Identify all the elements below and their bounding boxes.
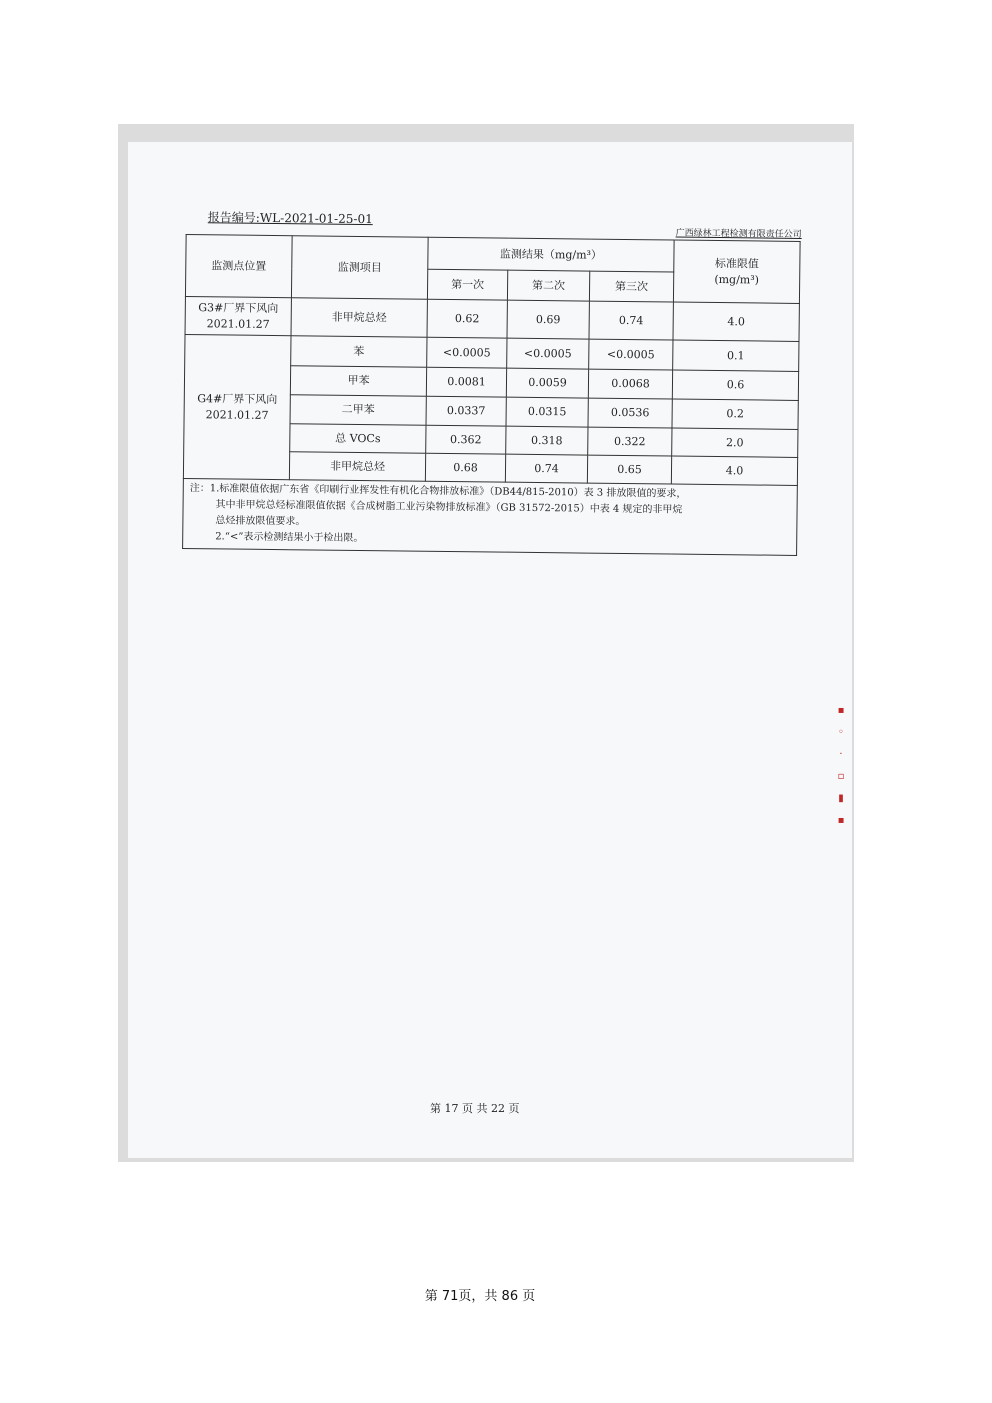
header-limit-unit: (mg/m³): [714, 272, 760, 287]
location-date: 2021.01.27: [206, 316, 270, 331]
header-run2: 第二次: [507, 270, 589, 301]
header-item: 监测项目: [291, 236, 428, 300]
value-cell: <0.0005: [427, 337, 507, 368]
table-note: [183, 478, 798, 555]
value-cell: 0.74: [589, 301, 673, 340]
limit-cell: 2.0: [672, 428, 798, 457]
location-name: G3#厂界下风向: [198, 300, 279, 315]
location-date: 2021.01.27: [205, 407, 269, 422]
value-cell: 0.0536: [588, 398, 672, 428]
value-cell: 0.65: [587, 455, 671, 484]
value-cell: 0.362: [426, 425, 506, 454]
note-line: 总烃排放限值要求。: [215, 515, 306, 528]
item-cell: 非甲烷总烃: [291, 298, 427, 338]
monitoring-results-table: [182, 234, 801, 556]
report-content: [182, 204, 804, 556]
value-cell: 0.68: [425, 453, 505, 482]
value-cell: 0.0081: [426, 367, 506, 397]
value-cell: 0.322: [588, 427, 672, 456]
header-location: 监测点位置: [185, 235, 292, 298]
table-row: [185, 334, 799, 371]
limit-cell: 0.2: [672, 399, 798, 429]
value-cell: 0.62: [427, 299, 507, 338]
inner-page-number: 第 17 页 共 22 页: [430, 1102, 520, 1115]
limit-cell: 4.0: [671, 456, 797, 485]
value-cell: 0.0059: [506, 368, 588, 398]
table-header-row: [186, 235, 800, 274]
item-cell: 总 VOCs: [290, 424, 426, 454]
header-results: 监测结果（mg/m³）: [428, 237, 674, 272]
limit-cell: 4.0: [673, 302, 799, 341]
company-name: 广西绿林工程检测有限责任公司: [675, 228, 802, 240]
value-cell: <0.0005: [507, 338, 589, 369]
header-run1: 第一次: [427, 269, 507, 300]
red-seal-stamp: ▪ ◦ · ▫ ▮ ▪: [837, 705, 845, 826]
location-cell: [185, 296, 291, 335]
report-number: 报告编号:WL-2021-01-25-01: [207, 210, 373, 227]
value-cell: 0.74: [505, 454, 587, 483]
location-cell: [183, 334, 291, 479]
item-cell: 非甲烷总烃: [289, 452, 425, 482]
value-cell: 0.69: [507, 300, 589, 339]
limit-cell: 0.1: [673, 340, 799, 371]
location-name: G4#厂界下风向: [197, 391, 278, 406]
value-cell: 0.318: [506, 426, 588, 455]
header-run3: 第三次: [589, 271, 673, 302]
note-line: 其中非甲烷总烃标准限值依据《合成树脂工业污染物排放标准》（GB 31572-2015）中表 4 规定的非甲烷: [215, 499, 683, 516]
item-cell: 甲苯: [290, 366, 426, 397]
header-limit: [673, 240, 800, 303]
item-cell: 苯: [291, 336, 427, 368]
value-cell: 0.0315: [506, 397, 588, 427]
document-page-number: 第 71页，共 86 页: [424, 1289, 536, 1304]
value-cell: 0.0337: [426, 396, 506, 426]
value-cell: <0.0005: [589, 339, 673, 370]
limit-cell: 0.6: [672, 370, 798, 400]
header-limit-label: 标准限值: [714, 256, 759, 271]
note-line: 注：1.标准限值依据广东省《印刷行业挥发性有机化合物排放标准》（DB44/815-2010）表 3 排放限值的要求，: [189, 483, 687, 500]
note-line: 2.“<”表示检测结果小于检出限。: [215, 531, 364, 545]
value-cell: 0.0068: [588, 369, 672, 399]
table-note-row: [183, 478, 798, 555]
item-cell: 二甲苯: [290, 395, 426, 426]
